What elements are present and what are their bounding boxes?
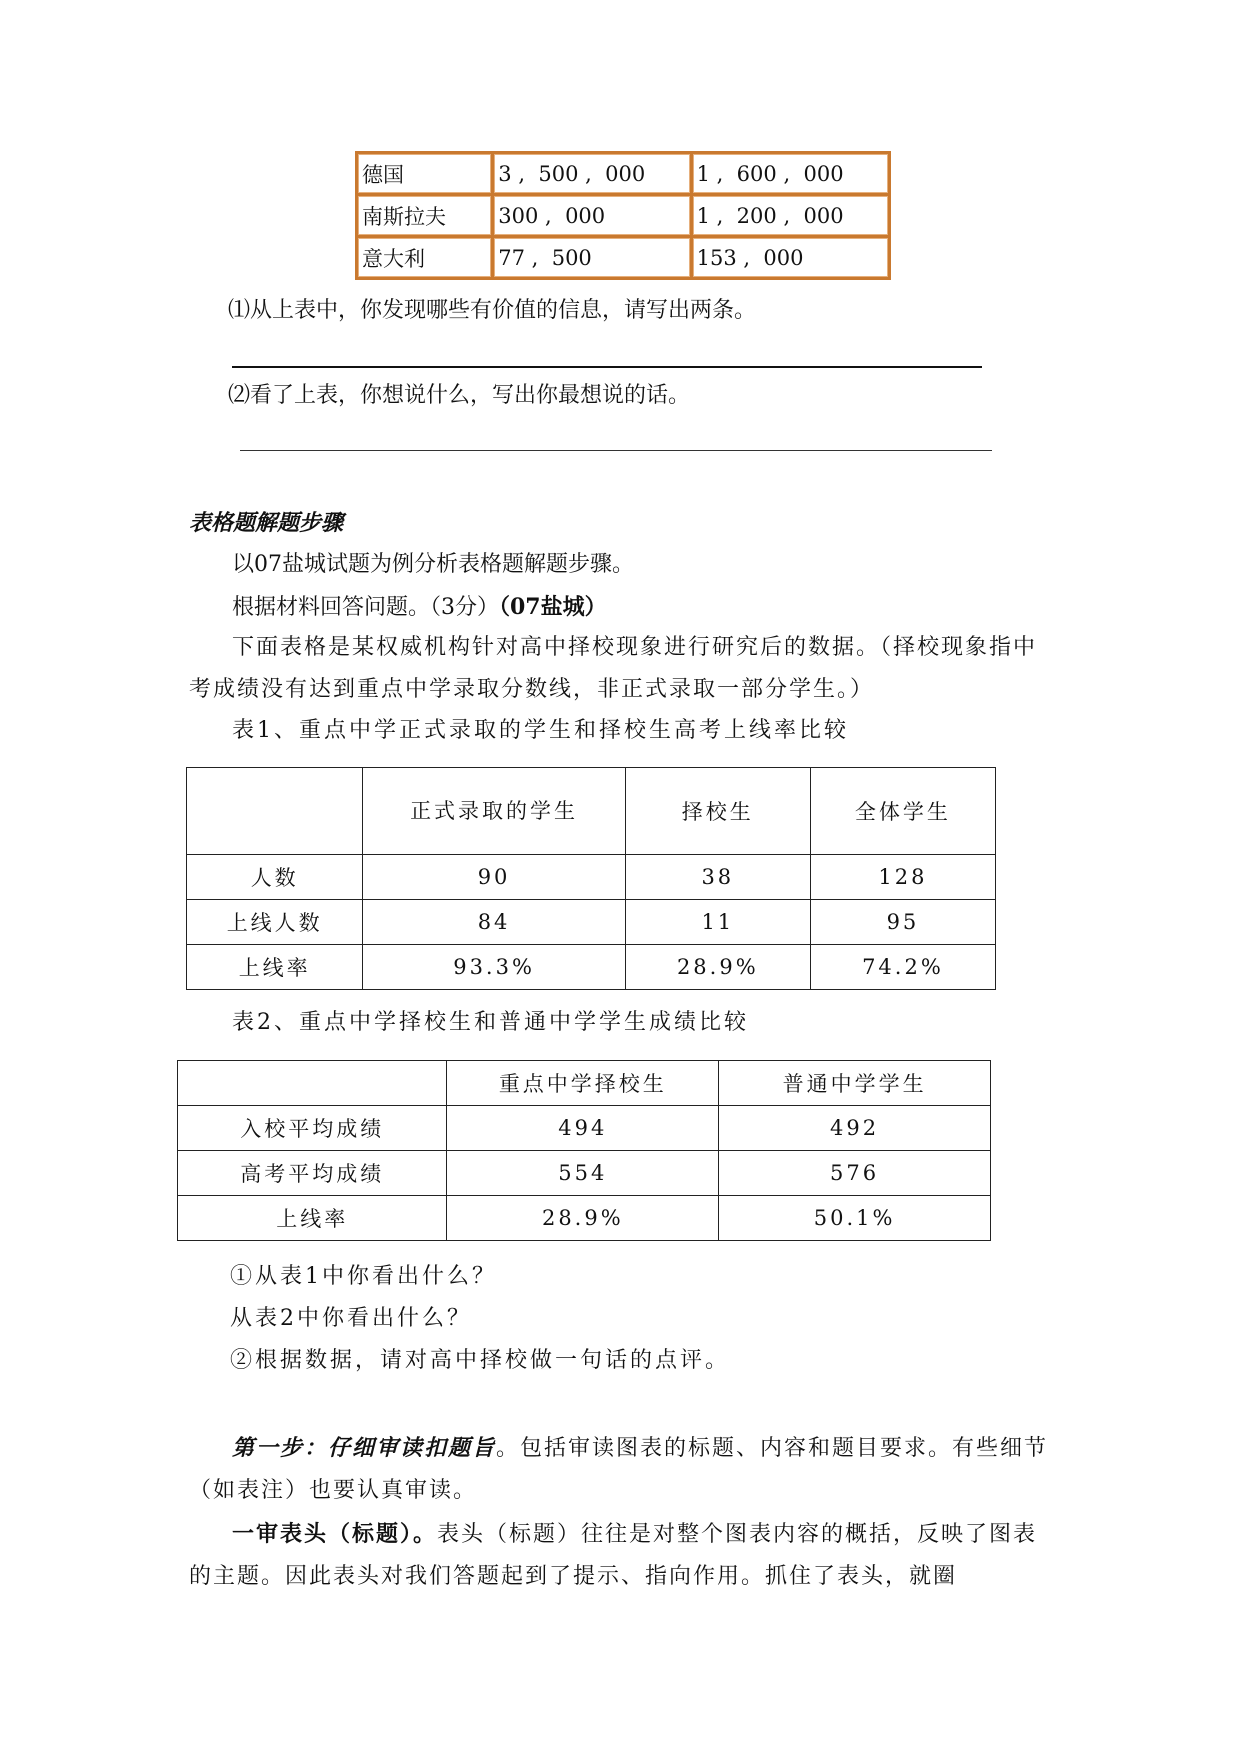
table1-cell: 上线人数 — [187, 900, 363, 945]
answer-line-2 — [240, 450, 992, 451]
table1-header-cell: 正式录取的学生 — [363, 768, 625, 855]
table-1 — [186, 767, 996, 990]
table1-cell: 28.9% — [625, 945, 810, 990]
top-table-row — [357, 237, 890, 279]
table-2 — [177, 1060, 991, 1241]
prompt — [232, 592, 607, 623]
step1-sub-lead: 一审表头（标题）。 — [232, 1521, 438, 1547]
top-table-cell: 300 , 000 — [493, 195, 691, 237]
table1-cell: 84 — [363, 900, 625, 945]
question-1: ⑴从上表中，你发现哪些有价值的信息，请写出两条。 — [228, 298, 757, 323]
table2-cell: 494 — [447, 1106, 719, 1151]
table2-cell: 28.9% — [447, 1196, 719, 1241]
top-table-row — [357, 153, 890, 195]
question-a: ①从表1中你看出什么？ — [230, 1264, 497, 1289]
table1-row — [187, 945, 996, 990]
table2-cell: 入校平均成绩 — [178, 1106, 447, 1151]
table1-cell: 90 — [363, 855, 625, 900]
top-table-cell: 3 , 500 , 000 — [493, 153, 691, 195]
prompt-text: 根据材料回答问题。（3分） — [232, 595, 499, 620]
top-table-cell: 77 , 500 — [493, 237, 691, 279]
section-title: 表格题解题步骤 — [189, 510, 344, 536]
table1-header-cell — [187, 768, 363, 855]
table2-header-row — [178, 1061, 991, 1106]
step1-sub-text: 表头（标题）往往是对整个图表内容的概括，反映了图表的主题。因此表头对我们答题起到了提示、指向作用。抓住了表头，就圈 — [189, 1522, 1038, 1589]
step1-lead: 第一步：仔细审读扣题旨 — [232, 1435, 497, 1461]
table1-caption: 表1、重点中学正式录取的学生和择校生高考上线率比较 — [232, 718, 849, 743]
top-table — [355, 151, 891, 280]
answer-line-1 — [232, 366, 982, 368]
table1-row — [187, 855, 996, 900]
table1-cell: 128 — [810, 855, 995, 900]
table2-header-cell: 普通中学学生 — [719, 1061, 991, 1106]
table2-row — [178, 1106, 991, 1151]
question-2: ⑵看了上表，你想说什么，写出你最想说的话。 — [228, 383, 691, 408]
top-table-cell: 1 , 600 , 000 — [691, 153, 889, 195]
top-table-row — [357, 195, 890, 237]
top-table-cell: 南斯拉夫 — [357, 195, 493, 237]
table2-row — [178, 1196, 991, 1241]
table2-cell: 高考平均成绩 — [178, 1151, 447, 1196]
material-text: 下面表格是某权威机构针对高中择校现象进行研究后的数据。（择校现象指中考成绩没有达到重点中学录取分数线，非正式录取一部分学生。） — [189, 635, 1038, 702]
top-table-cell: 德国 — [357, 153, 493, 195]
table1-cell: 95 — [810, 900, 995, 945]
table1-cell: 38 — [625, 855, 810, 900]
table1-header-cell: 全体学生 — [810, 768, 995, 855]
table2-row — [178, 1151, 991, 1196]
table2-cell: 554 — [447, 1151, 719, 1196]
question-c: ②根据数据，请对高中择校做一句话的点评。 — [230, 1348, 731, 1373]
question-b: 从表2中你看出什么？ — [230, 1306, 472, 1331]
table1-header-cell: 择校生 — [625, 768, 810, 855]
table1-cell: 11 — [625, 900, 810, 945]
table1-row — [187, 900, 996, 945]
step1-paragraph — [189, 1427, 1049, 1512]
table2-cell: 50.1% — [719, 1196, 991, 1241]
prompt-tag: （07盐城） — [499, 594, 607, 620]
table2-header-cell: 重点中学择校生 — [447, 1061, 719, 1106]
table1-header-row — [187, 768, 996, 855]
table2-cell: 576 — [719, 1151, 991, 1196]
table2-header-cell — [178, 1061, 447, 1106]
top-table-cell: 1 , 200 , 000 — [691, 195, 889, 237]
table1-cell: 人数 — [187, 855, 363, 900]
intro-text: 以07盐城试题为例分析表格题解题步骤。 — [232, 552, 634, 577]
table2-cell: 上线率 — [178, 1196, 447, 1241]
table1-cell: 上线率 — [187, 945, 363, 990]
table2-cell: 492 — [719, 1106, 991, 1151]
step1-sub-paragraph — [189, 1513, 1049, 1598]
step1-text: 。包括审读图表的标题、内容和题目要求。有些细节（如表注）也要认真审读。 — [189, 1436, 1049, 1503]
table2-caption: 表2、重点中学择校生和普通中学学生成绩比较 — [232, 1010, 749, 1035]
top-table-cell: 意大利 — [357, 237, 493, 279]
table1-cell: 74.2% — [810, 945, 995, 990]
table1-cell: 93.3% — [363, 945, 625, 990]
top-table-cell: 153 , 000 — [691, 237, 889, 279]
